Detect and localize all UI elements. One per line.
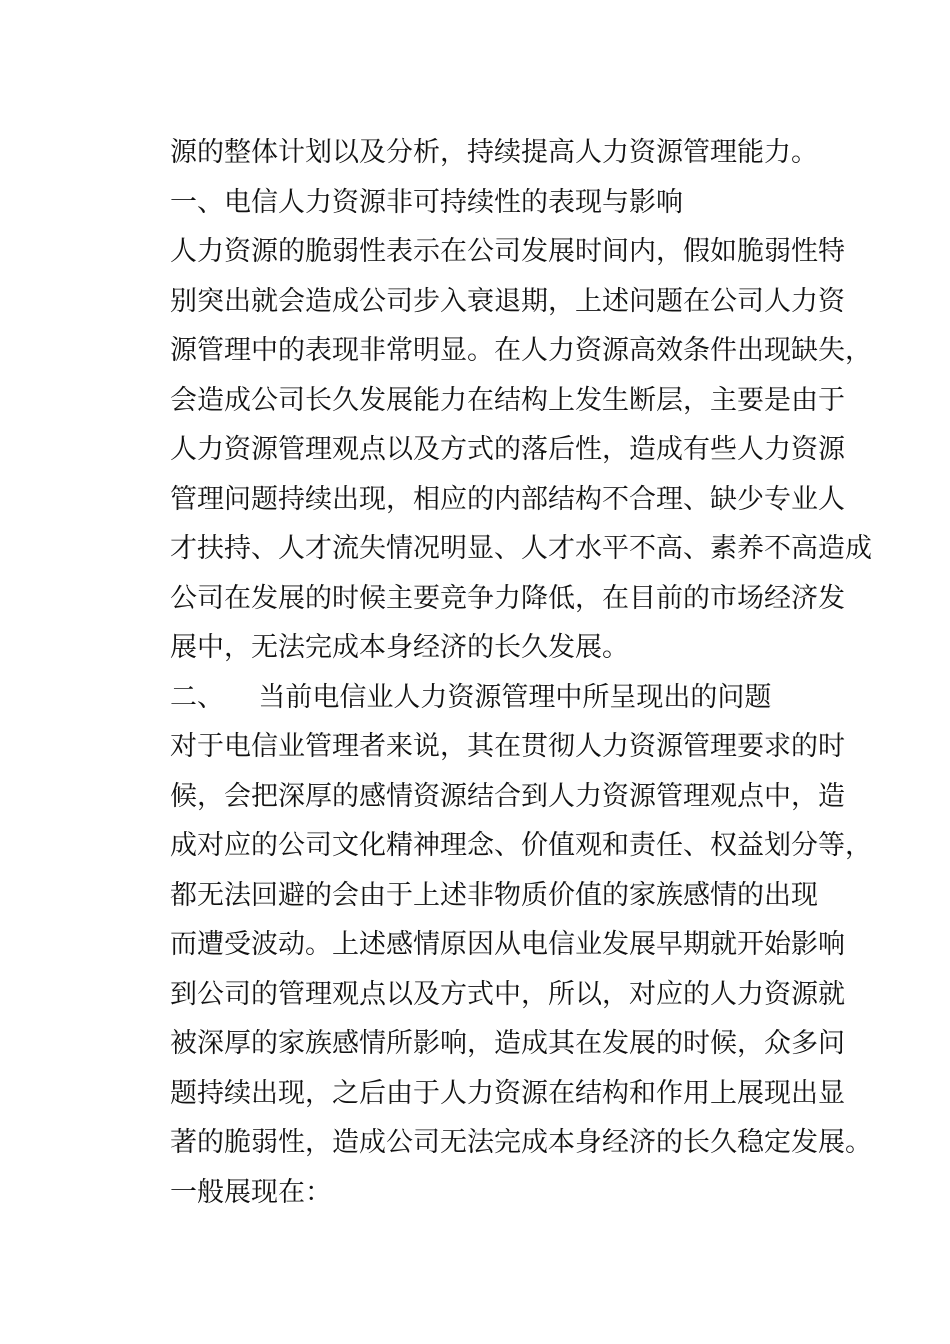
text-line: 别突出就会造成公司步入衰退期，上述问题在公司人力资 (170, 285, 845, 317)
text-line: 题持续出现，之后由于人力资源在结构和作用上展现出显 (170, 1077, 845, 1109)
text-line: 源的整体计划以及分析，持续提高人力资源管理能力。 (170, 137, 818, 168)
text-line: 管理问题持续出现，相应的内部结构不合理、缺少专业人 (170, 483, 845, 515)
text-line: 源管理中的表现非常明显。在人力资源高效条件出现缺失， (170, 335, 872, 366)
text-line: 到公司的管理观点以及方式中，所以，对应的人力资源就 (170, 978, 845, 1010)
text-line: 对于电信业管理者来说，其在贯彻人力资源管理要求的时 (170, 731, 845, 762)
text-line: 人力资源的脆弱性表示在公司发展时间内，假如脆弱性特 (170, 236, 845, 267)
text-line: 展中，无法完成本身经济的长久发展。 (170, 632, 629, 663)
text-line: 一般展现在： (170, 1176, 332, 1208)
text-line: 公司在发展的时候主要竞争力降低，在目前的市场经济发 (170, 582, 845, 614)
text-line: 而遭受波动。上述感情原因从电信业发展早期就开始影响 (170, 929, 845, 960)
document-body (170, 128, 872, 1217)
section-heading-1: 一、电信人力资源非可持续性的表现与影响 (170, 186, 683, 218)
text-line: 著的脆弱性，造成公司无法完成本身经济的长久稳定发展。 (170, 1127, 872, 1158)
text-line: 会造成公司长久发展能力在结构上发生断层，主要是由于 (170, 384, 845, 416)
text-line: 候，会把深厚的感情资源结合到人力资源管理观点中，造 (170, 780, 845, 812)
text-line: 成对应的公司文化精神理念、价值观和责任、权益划分等， (170, 830, 872, 861)
text-line: 被深厚的家族感情所影响，造成其在发展的时候，众多问 (170, 1028, 845, 1059)
text-line: 都无法回避的会由于上述非物质价值的家族感情的出现 (170, 879, 818, 911)
section-heading-2: 二、 当前电信业人力资源管理中所呈现出的问题 (170, 681, 772, 713)
text-line: 人力资源管理观点以及方式的落后性，造成有些人力资源 (170, 434, 845, 465)
text-line: 才扶持、人才流失情况明显、人才水平不高、素养不高造成 (170, 533, 872, 564)
